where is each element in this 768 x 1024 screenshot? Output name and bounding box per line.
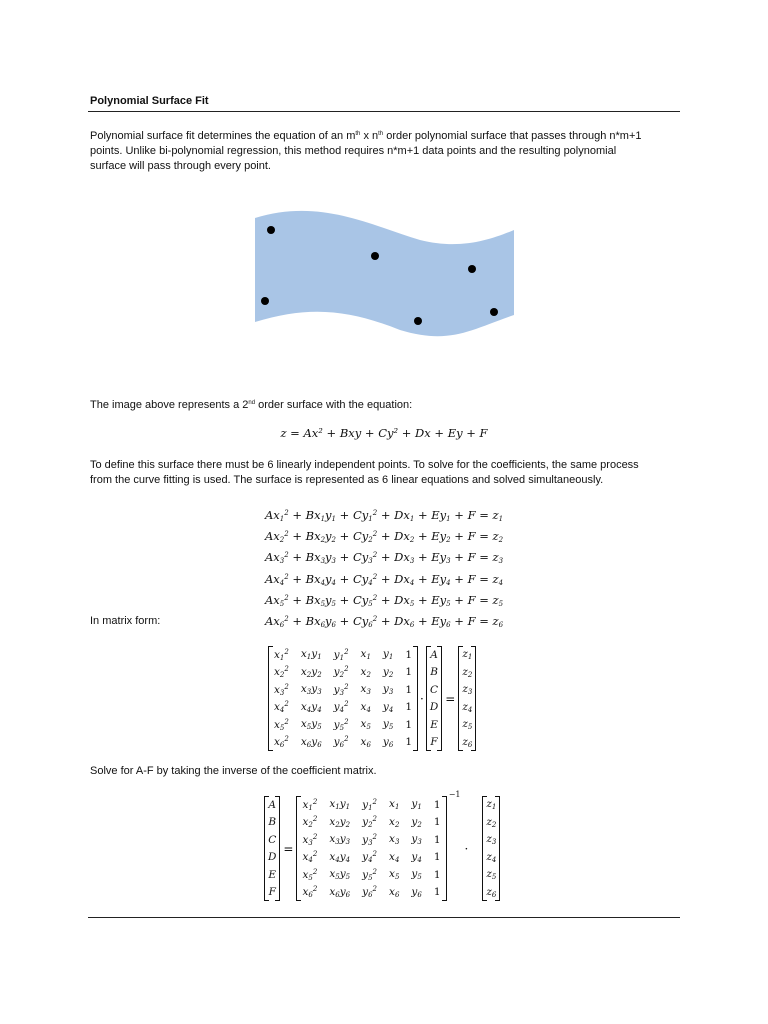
intro-paragraph	[90, 127, 690, 174]
data-point	[468, 265, 476, 273]
coefficient-matrix-inverse	[296, 790, 461, 901]
z-entry: $z_4$	[486, 850, 497, 864]
equation-row: $Ax_5^2 + Bx_5y_5 + Cy_5^2 + Dx_5 + Ey_5 + F = z_5$	[264, 592, 504, 608]
intro-line-3: surface will pass through every point.	[90, 160, 271, 172]
matrix-equation: $x_1^2$ $x_1y_1$ $y_1^2$ $x_1$ $y_1$ 1 $x_2^2$ $x_2y_2$ $y_2^2$ $x_2$ $y_2$ 1 $x_3^2$ $x_3y_3$ $y_3^2$ $x_3$ $y_3$ 1 $x_4^2$ $x_4y_4$ $y_4^2$ $x_4$ $y_4$ 1 $x_5^2$ $x_5y_5$ $y_5^2$ $x_5$ $y_5$ 1 $x_6^2$ $x_6y_6$ $y_6^2$ $x_6$ $y_6$ 1 · A B C D E F = $z_1$ $z_2$ $z_3$ $z_4$ $z_5$ $z_6$	[268, 646, 476, 751]
equation-row: $Ax_1^2 + Bx_1y_1 + Cy_1^2 + Dx_1 + Ey_1 + F = z_1$	[264, 508, 504, 523]
title-rule	[88, 111, 680, 112]
surface-shape	[255, 211, 514, 336]
vector-entry: C	[430, 683, 439, 696]
bottom-rule	[88, 917, 680, 918]
coefficient-vector	[264, 796, 280, 901]
z-vector	[458, 646, 476, 751]
z-entry: $z_2$	[462, 665, 473, 679]
coefficient-vector	[426, 646, 442, 751]
z-entry: $z_2$	[486, 815, 497, 829]
matrix-label: In matrix form:	[90, 615, 161, 627]
z-entry: $z_5$	[486, 868, 497, 882]
vector-entry: C	[268, 833, 277, 846]
vector-entry: F	[268, 886, 276, 899]
page-title: Polynomial Surface Fit	[90, 95, 209, 107]
matrix-row: $x_2^2$ $x_2y_2$ $y_2^2$ $x_2$ $y_2$ 1	[274, 665, 413, 680]
equation-row: $Ax_6^2 + Bx_6y_6 + Cy_6^2 + Dx_6 + Ey_6 + F = z_6$	[264, 614, 504, 630]
vector-entry: D	[429, 701, 439, 714]
matrix-row: $x_2^2$ $x_2y_2$ $y_2^2$ $x_2$ $y_2$ 1	[302, 815, 441, 830]
z-entry: $z_1$	[486, 798, 497, 812]
matrix-row: $x_6^2$ $x_6y_6$ $y_6^2$ $x_6$ $y_6$ 1	[302, 885, 441, 900]
z-entry: $z_6$	[462, 735, 473, 749]
z-entry: $z_3$	[462, 683, 473, 697]
z-entry: $z_1$	[462, 648, 473, 662]
vector-entry: E	[430, 718, 438, 731]
surface-figure	[250, 210, 520, 345]
matrix-row: $x_1^2$ $x_1y_1$ $y_1^2$ $x_1$ $y_1$ 1	[302, 797, 441, 812]
vector-entry: A	[430, 648, 438, 661]
matrix-row: $x_6^2$ $x_6y_6$ $y_6^2$ $x_6$ $y_6$ 1	[274, 735, 413, 750]
matrix-row: $x_5^2$ $x_5y_5$ $y_5^2$ $x_5$ $y_5$ 1	[274, 717, 413, 732]
z-entry: $z_3$	[486, 833, 497, 847]
inverse-equation: A B C D E F = −1 $x_1^2$ $x_1y_1$ $y_1^2$ $x_1$ $y_1$ 1 $x_2^2$ $x_2y_2$ $y_2^2$ $x_2$ $y_2$ 1 $x_3^2$ $x_3y_3$ $y_3^2$ $x_3$ $y_3$ 1 $x_4^2$ $x_4y_4$ $y_4^2$ $x_4$ $y_4$ 1 $x_5^2$ $x_5y_5$ $y_5^2$ $x_5$ $y_5$ 1 $x_6^2$ $x_6y_6$ $y_6^2$ $x_6$ $y_6$ 1 · $z_1$ $z_2$ $z_3$ $z_4$ $z_5$ $z_6$	[264, 796, 500, 901]
coefficient-matrix	[268, 646, 418, 751]
z-entry: $z_6$	[486, 885, 497, 899]
vector-entry: A	[268, 798, 276, 811]
equation-row: $Ax_4^2 + Bx_4y_4 + Cy_4^2 + Dx_4 + Ey_4 + F = z_4$	[264, 571, 504, 587]
surface-caption: The image above represents a 2nd order surface with the equation:	[90, 399, 413, 411]
data-point	[371, 252, 379, 260]
equation-row: $Ax_2^2 + Bx_2y_2 + Cy_2^2 + Dx_2 + Ey_2 + F = z_2$	[264, 529, 504, 545]
vector-entry: F	[430, 736, 438, 749]
vector-entry: B	[430, 666, 438, 679]
matrix-row: $x_4^2$ $x_4y_4$ $y_4^2$ $x_4$ $y_4$ 1	[274, 700, 413, 715]
matrix-row: $x_4^2$ $x_4y_4$ $y_4^2$ $x_4$ $y_4$ 1	[302, 850, 441, 865]
define-paragraph: To define this surface there must be 6 linearly independent points. To solve for the coefficients, the same process from the curve fitting is used. The surface is represented as 6 linear equations and solved simultaneously.	[90, 459, 639, 486]
data-point	[414, 317, 422, 325]
matrix-row: $x_5^2$ $x_5y_5$ $y_5^2$ $x_5$ $y_5$ 1	[302, 867, 441, 882]
intro-line-2: points. Unlike bi-polynomial regression, this method requires n*m+1 data points and the resulting polynomial	[90, 145, 617, 157]
matrix-row: $x_1^2$ $x_1y_1$ $y_1^2$ $x_1$ $y_1$ 1	[274, 647, 413, 662]
z-entry: $z_5$	[462, 718, 473, 732]
z-entry: $z_4$	[462, 700, 473, 714]
equation-row: $Ax_3^2 + Bx_3y_3 + Cy_3^2 + Dx_3 + Ey_3 + F = z_3$	[264, 550, 504, 566]
data-point	[490, 308, 498, 316]
data-point	[261, 297, 269, 305]
matrix-row: $x_3^2$ $x_3y_3$ $y_3^2$ $x_3$ $y_3$ 1	[302, 832, 441, 847]
solve-text: Solve for A-F by taking the inverse of the coefficient matrix.	[90, 765, 377, 777]
vector-entry: B	[268, 816, 277, 829]
vector-entry: D	[268, 851, 277, 864]
z-vector	[482, 796, 500, 901]
data-point	[267, 226, 275, 234]
inverse-exponent: −1	[448, 790, 461, 799]
main-equation: z = Ax² + Bxy + Cy² + Dx + Ey + F	[280, 426, 488, 440]
vector-entry: E	[268, 868, 277, 881]
intro-line-1: Polynomial surface fit determines the equation of an $m^{th}$ x $n^{th}$ order polynomial surface that passes through n*m+1	[90, 130, 642, 142]
matrix-row: $x_3^2$ $x_3y_3$ $y_3^2$ $x_3$ $y_3$ 1	[274, 682, 413, 697]
